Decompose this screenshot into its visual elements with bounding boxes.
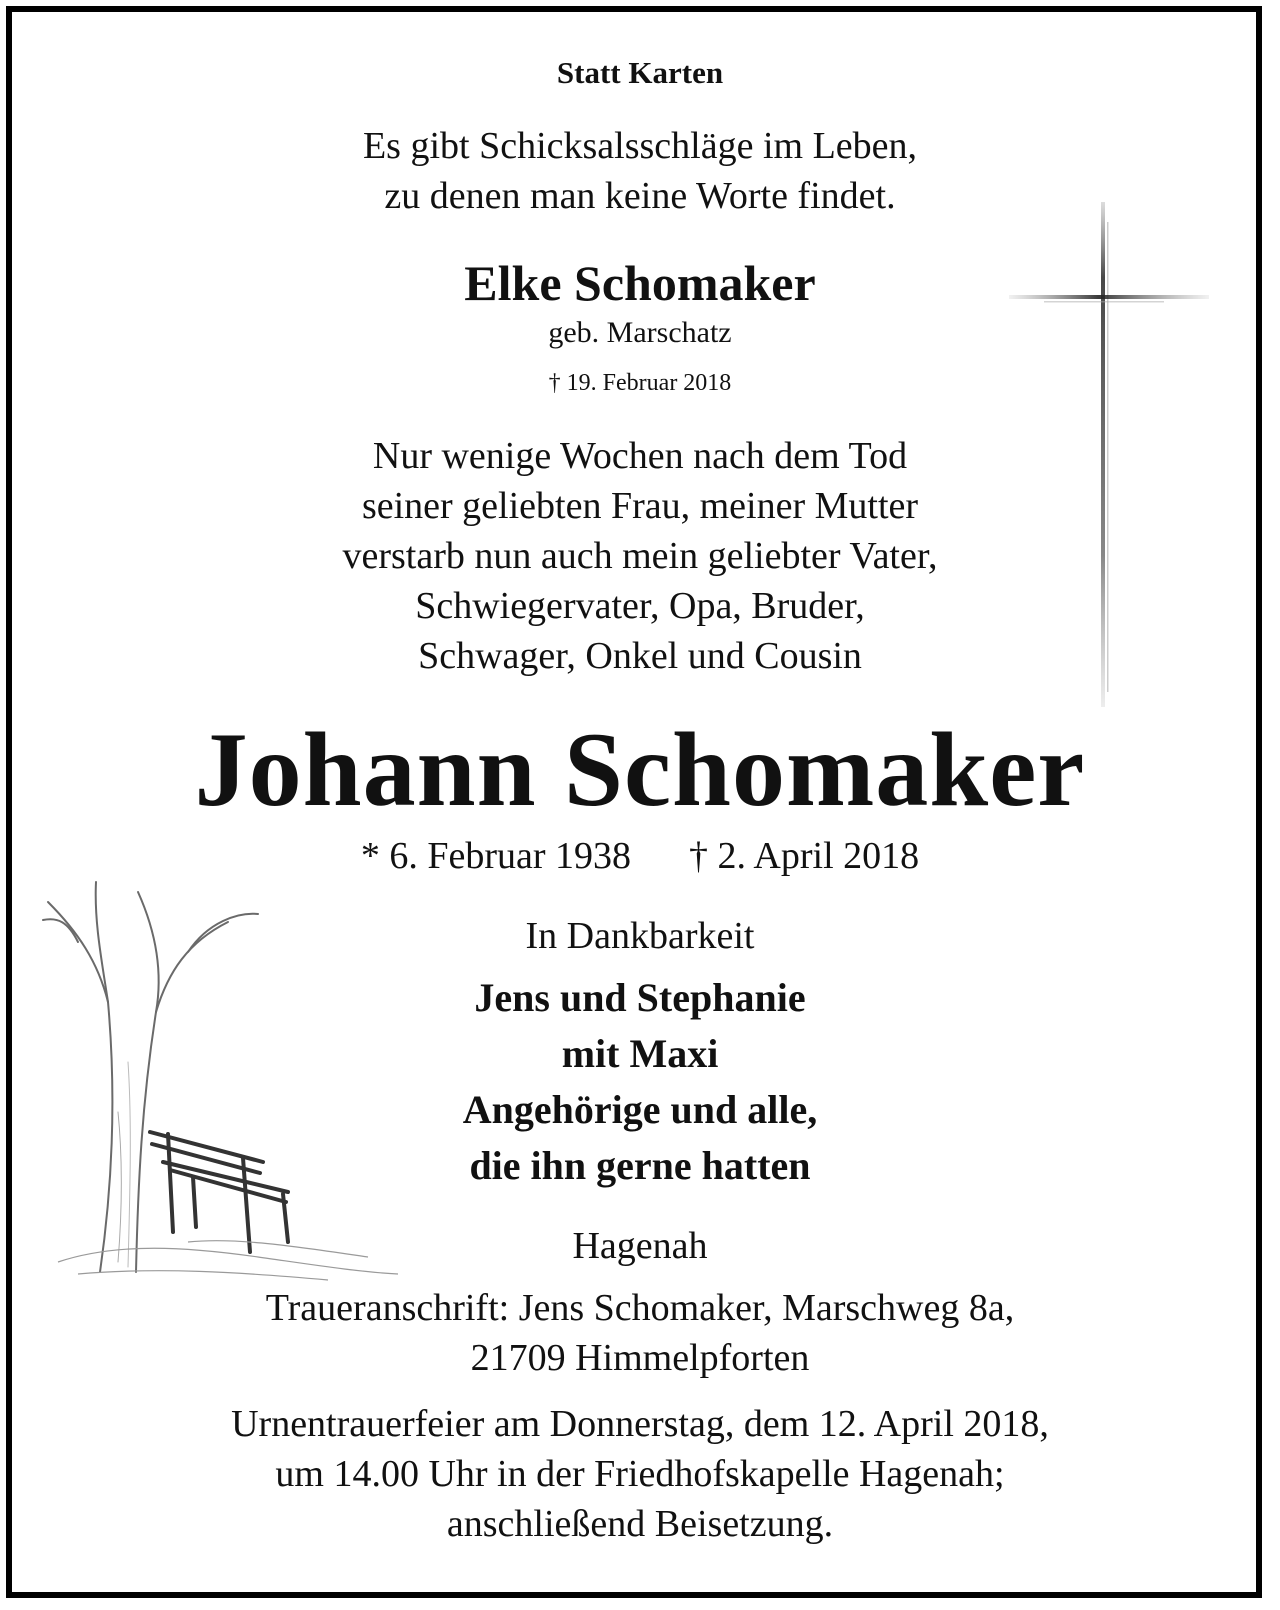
obituary-notice — [6, 6, 1262, 1598]
gratitude-line: In Dankbarkeit — [525, 915, 755, 957]
mourner-line: mit Maxi — [561, 1031, 719, 1076]
wife-death-date: † 19. Februar 2018 — [548, 370, 732, 396]
address-line: 21709 Himmelpforten — [470, 1337, 810, 1379]
wife-name: Elke Schomaker — [464, 255, 816, 311]
wife-maiden-name: geb. Marschatz — [548, 316, 732, 349]
message-line: Schwager, Onkel und Cousin — [418, 635, 862, 677]
mourner-line: Jens und Stephanie — [474, 975, 806, 1020]
death-date: † 2. April 2018 — [689, 835, 920, 877]
birth-date: * 6. Februar 1938 — [360, 835, 632, 877]
message-line: Nur wenige Wochen nach dem Tod — [372, 435, 908, 477]
deceased-name: Johann Schomaker — [194, 711, 1086, 828]
place-name: Hagenah — [572, 1225, 708, 1267]
mourner-line: Angehörige und alle, — [462, 1087, 818, 1132]
message-line: Schwiegervater, Opa, Bruder, — [415, 585, 865, 627]
ceremony-line: Urnentrauerfeier am Donnerstag, dem 12. April 2018, — [231, 1403, 1049, 1445]
message-line: seiner geliebten Frau, meiner Mutter — [361, 485, 919, 527]
address-line: Traueranschrift: Jens Schomaker, Marschweg 8a, — [265, 1287, 1015, 1329]
life-dates — [12, 836, 1262, 878]
message-line: verstarb nun auch mein geliebter Vater, — [342, 535, 938, 577]
intro-line: zu denen man keine Worte findet. — [384, 175, 896, 217]
mourner-line: die ihn gerne hatten — [469, 1143, 811, 1188]
intro-line: Es gibt Schicksalsschläge im Leben, — [362, 125, 918, 167]
statt-karten-label: Statt Karten — [556, 55, 724, 90]
ceremony-line: anschließend Beisetzung. — [446, 1503, 834, 1545]
ceremony-line: um 14.00 Uhr in der Friedhofskapelle Hagenah; — [275, 1453, 1005, 1495]
